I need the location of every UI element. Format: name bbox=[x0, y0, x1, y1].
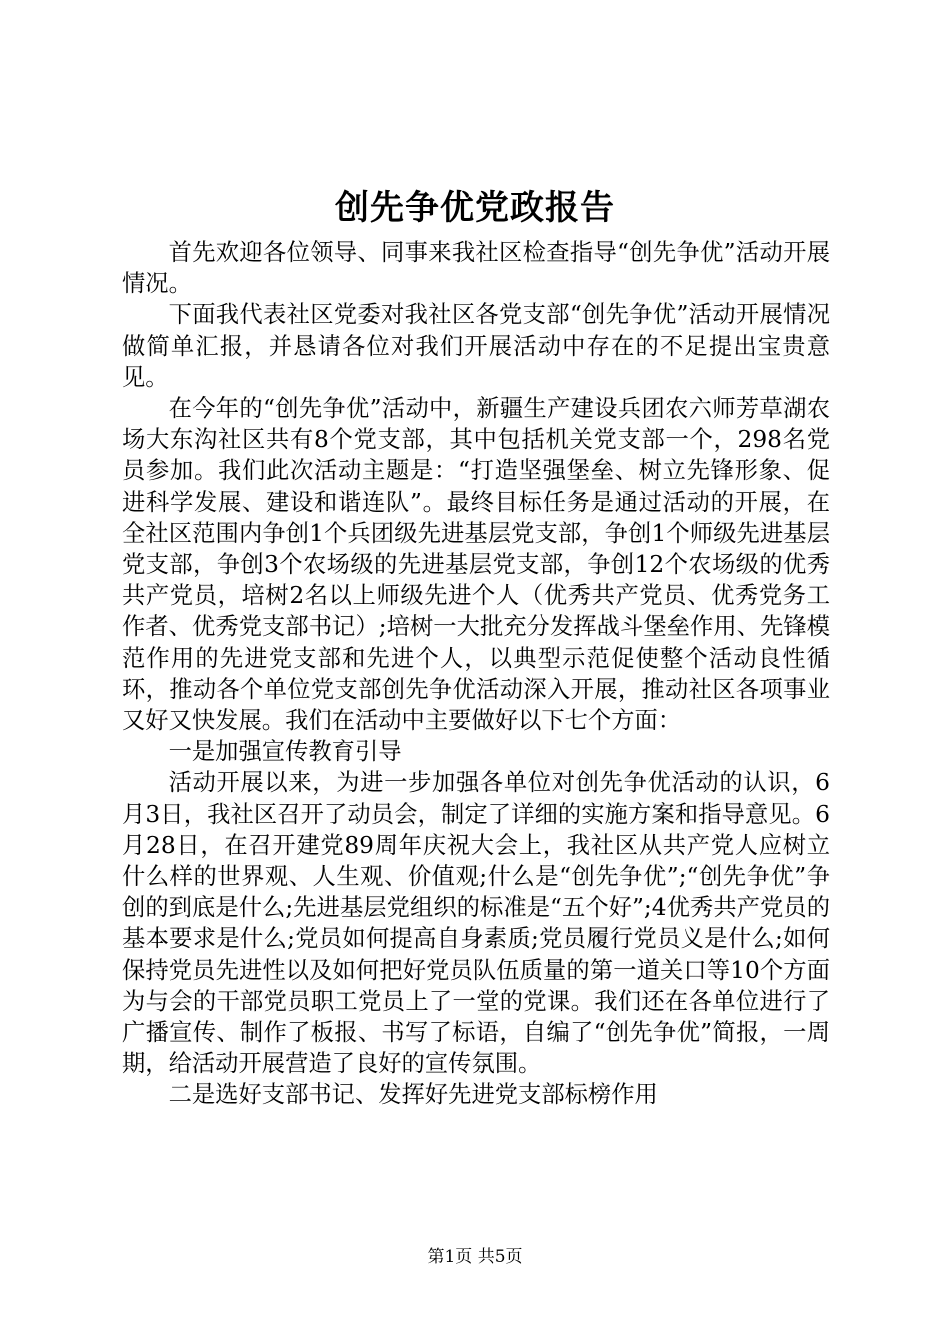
paragraph-welcome: 首先欢迎各位领导、同事来我社区检查指导“创先争优”活动开展情况。 bbox=[122, 239, 830, 298]
section-heading-2: 二是选好支部书记、发挥好先进党支部标榜作用 bbox=[168, 1081, 658, 1109]
section-heading-1: 一是加强宣传教育引导 bbox=[168, 738, 402, 766]
paragraph-report-intro: 下面我代表社区党委对我社区各党支部“创先争优”活动开展情况做简单汇报，并恳请各位对我们开展活动中存在的不足提出宝贵意见。 bbox=[122, 301, 830, 391]
paragraph-publicity: 活动开展以来，为进一步加强各单位对创先争优活动的认识，6月3日，我社区召开了动员会，制定了详细的实施方案和指导意见。6月28日，在召开建党89周年庆祝大会上，我社区从共产党人应树立什么样的世界观、人生观、价值观;什么是“创先争优”;“创先争优”争创的到底是什么;先进基层党组织的标准是“五个好”;4优秀共产党员的基本要求是什么;党员如何提高自身素质;党员履行党员义是什么;如何保持党员先进性以及如何把好党员队伍质量的第一道关口等10个方面为与会的干部党员职工党员上了一堂的党课。我们还在各单位进行了广播宣传、制作了板报、书写了标语，自编了“创先争优”简报，一周期，给活动开展营造了良好的宣传氛围。 bbox=[122, 769, 830, 1078]
document-title: 创先争优党政报告 bbox=[335, 188, 615, 228]
paragraph-activity-overview: 在今年的“创先争优”活动中，新疆生产建设兵团农六师芳草湖农场大东沟社区共有8个党支部，其中包括机关党支部一个，298名党员参加。我们此次活动主题是：“打造坚强堡垒、树立先锋形象、促进科学发展、建设和谐连队”。最终目标任务是通过活动的开展，在全社区范围内争创1个兵团级先进基层党支部，争创1个师级先进基层党支部，争创3个农场级的先进基层党支部，争创12个农场级的优秀共产党员，培树2名以上师级先进个人（优秀共产党员、优秀党务工作者、优秀党支部书记）;培树一大批充分发挥战斗堡垒作用、先锋模范作用的先进党支部和先进个人，以典型示范促使整个活动良性循环，推动各个单位党支部创先争优活动深入开展，推动社区各项事业又好又快发展。我们在活动中主要做好以下七个方面： bbox=[122, 395, 830, 735]
page-number-footer: 第1页 共5页 bbox=[427, 1247, 523, 1267]
document-body bbox=[122, 237, 830, 1111]
